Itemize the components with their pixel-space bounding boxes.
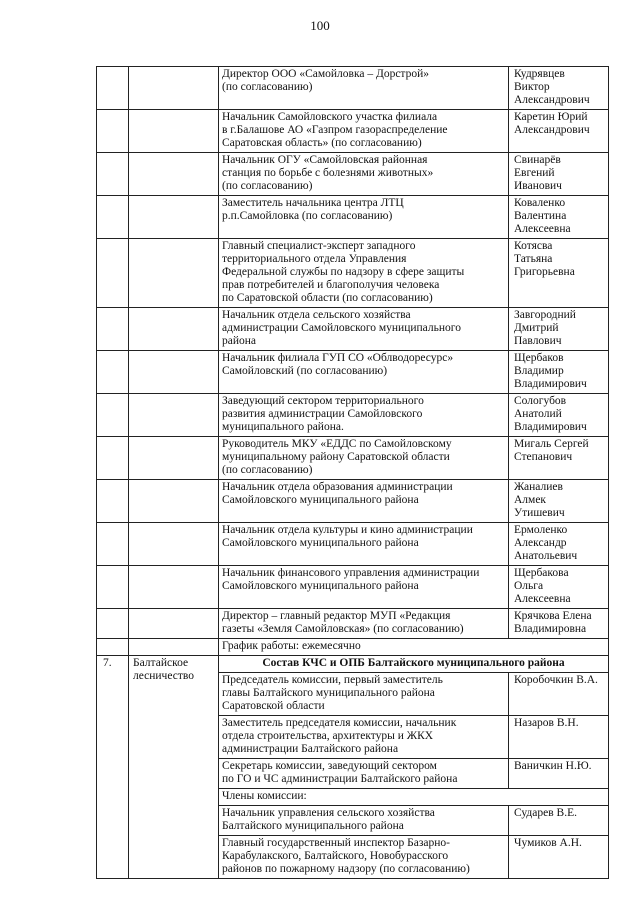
row-number-cell [97,239,129,308]
page-number: 100 [310,18,330,33]
member-name: Котясва Татьяна Григорьевна [509,239,609,308]
row-org-cell [129,308,219,351]
member-name: Ермоленко Александр Анатольевич [509,523,609,566]
member-position: Заведующий сектором территориального развития администрации Самойловского муниципального района. [219,394,509,437]
table-row [97,394,609,437]
row-org-cell [129,351,219,394]
table-row [97,308,609,351]
member-position: Начальник Самойловского участка филиала в г.Балашове АО «Газпром газораспределение Саратовская область» (по согласованию) [219,110,509,153]
member-position: Начальник финансового управления администрации Самойловского муниципального района [219,566,509,609]
row-org-cell [129,196,219,239]
row-number-cell [97,351,129,394]
table-row [97,196,609,239]
member-position: Главный специалист-эксперт западного территориального отдела Управления Федеральной службы по надзору в сфере защиты прав потребителей и благополучия человека по Саратовской области (по согласованию) [219,239,509,308]
section-heading: Состав КЧС и ОПБ Балтайского муниципального района [219,656,609,673]
row-org-cell [129,110,219,153]
row-number-cell [97,308,129,351]
member-position: Заместитель председателя комиссии, начальник отдела строительства, архитектуры и ЖКХ администрации Балтайского района [219,716,509,759]
table-row [97,67,609,110]
member-name: Коробочкин В.А. [509,673,609,716]
member-name: Сологубов Анатолий Владимирович [509,394,609,437]
member-position: Заместитель начальника центра ЛТЦ р.п.Самойловка (по согласованию) [219,196,509,239]
member-position: Директор – главный редактор МУП «Редакция газеты «Земля Самойловская» (по согласованию) [219,609,509,639]
member-name: Назаров В.Н. [509,716,609,759]
member-position: Председатель комиссии, первый заместитель главы Балтайского муниципального района Саратовской области [219,673,509,716]
table-row [97,153,609,196]
row-org-cell [129,639,219,656]
section-number: 7. [97,656,129,879]
member-position: Начальник отдела культуры и кино администрации Самойловского муниципального района [219,523,509,566]
member-name: Кудрявцев Виктор Александрович [509,67,609,110]
row-number-cell [97,566,129,609]
row-number-cell [97,609,129,639]
row-number-cell [97,153,129,196]
row-org-cell [129,437,219,480]
member-name: Щербакова Ольга Алексеевна [509,566,609,609]
member-name: Мигаль Сергей Степанович [509,437,609,480]
row-org-cell [129,566,219,609]
row-org-cell [129,394,219,437]
row-org-cell [129,609,219,639]
row-number-cell [97,67,129,110]
table-row [97,239,609,308]
row-number-cell [97,196,129,239]
member-name: Ваничкин Н.Ю. [509,759,609,789]
member-position: Начальник филиала ГУП СО «Облводоресурс» Самойловский (по согласованию) [219,351,509,394]
section-heading-row [97,656,609,673]
member-name: Щербаков Владимир Владимирович [509,351,609,394]
row-number-cell [97,110,129,153]
member-position: Директор ООО «Самойловка – Дорстрой» (по согласованию) [219,67,509,110]
row-number-cell [97,523,129,566]
row-org-cell [129,523,219,566]
member-name: Завгородний Дмитрий Павлович [509,308,609,351]
member-position: Начальник отдела образования администрации Самойловского муниципального района [219,480,509,523]
table-row [97,566,609,609]
table-row [97,523,609,566]
schedule-row [97,639,609,656]
table-body [97,67,609,879]
table-row [97,351,609,394]
section-org: Балтайское лесничество [129,656,219,879]
members-label: Члены комиссии: [219,789,609,806]
row-org-cell [129,239,219,308]
commission-table [96,66,609,879]
member-name: Свинарёв Евгений Иванович [509,153,609,196]
member-position: Руководитель МКУ «ЕДДС по Самойловскому муниципальному району Саратовской области (по согласованию) [219,437,509,480]
row-org-cell [129,480,219,523]
row-org-cell [129,153,219,196]
member-position: Главный государственный инспектор Базарно- Карабулакского, Балтайского, Новобурасского районов по пожарному надзору (по согласованию) [219,836,509,879]
schedule-text: График работы: ежемесячно [219,639,609,656]
member-name: Коваленко Валентина Алексеевна [509,196,609,239]
member-name: Жаналиев Алмек Утишевич [509,480,609,523]
member-name: Сударев В.Е. [509,806,609,836]
table-row [97,480,609,523]
row-org-cell [129,67,219,110]
table-row [97,437,609,480]
member-name: Каретин Юрий Александрович [509,110,609,153]
member-position: Начальник ОГУ «Самойловская районная станция по борьбе с болезнями животных» (по согласованию) [219,153,509,196]
row-number-cell [97,639,129,656]
table-row [97,110,609,153]
member-name: Крячкова Елена Владимировна [509,609,609,639]
row-number-cell [97,480,129,523]
row-number-cell [97,437,129,480]
row-number-cell [97,394,129,437]
table-row [97,609,609,639]
member-position: Секретарь комиссии, заведующий сектором по ГО и ЧС администрации Балтайского района [219,759,509,789]
member-position: Начальник управления сельского хозяйства Балтайского муниципального района [219,806,509,836]
member-name: Чумиков А.Н. [509,836,609,879]
member-position: Начальник отдела сельского хозяйства администрации Самойловского муниципального района [219,308,509,351]
